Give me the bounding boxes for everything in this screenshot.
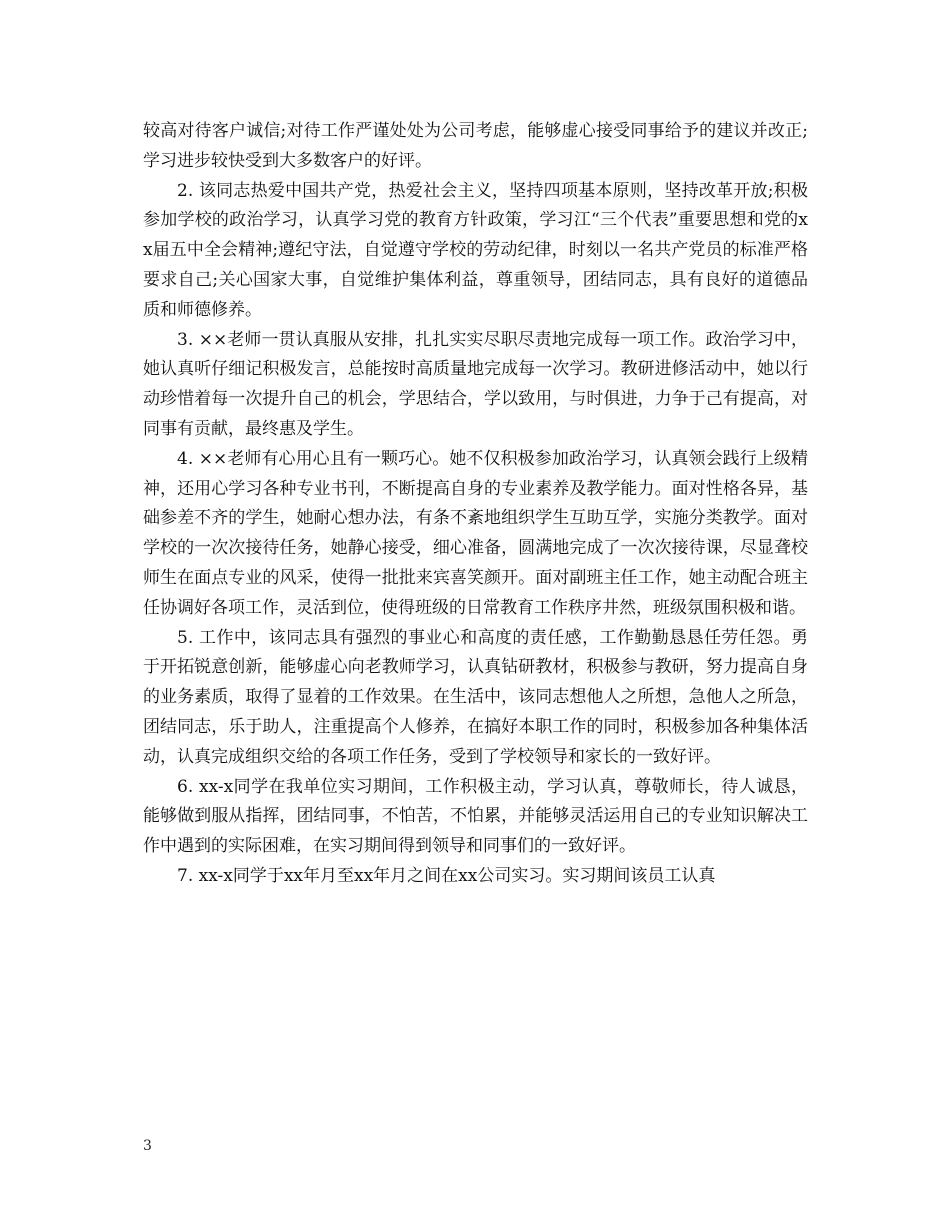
paragraph-item-2: 2. 该同志热爱中国共产党，热爱社会主义，坚持四项基本原则，坚持改革开放;积极参加学校的政治学习，认真学习党的教育方针政策，学习江“三个代表”重要思想和党的xx届五中全会精神;遵纪守法，自觉遵守学校的劳动纪律，时刻以一名共产党员的标准严格要求自己;关心国家大事，自觉维护集体利益，尊重领导，团结同志，具有良好的道德品质和师德修养。 [143,180,808,320]
page-number: 3 [143,1138,152,1154]
paragraph-item-4: 4. ××老师有心用心且有一颗巧心。她不仅积极参加政治学习，认真领会践行上级精神，还用心学习各种专业书刊，不断提高自身的专业素养及教学能力。面对性格各异，基础参差不齐的学生，她耐心想办法，有条不紊地组织学生互助互学，实施分类教学。面对学校的一次次接待任务，她静心接受，细心准备，圆满地完成了一次次接待课，尽显聋校师生在面点专业的风采，使得一批批来宾喜笑颜开。面对副班主任工作，她主动配合班主任协调好各项工作，灵活到位，使得班级的日常教育工作秩序井然，班级氛围积极和谐。 [143,448,808,618]
paragraph-item-5: 5. 工作中，该同志具有强烈的事业心和高度的责任感，工作勤勤恳恳任劳任怨。勇于开拓锐意创新，能够虚心向老教师学习，认真钻研教材，积极参与教研，努力提高自身的业务素质，取得了显着的工作效果。在生活中，该同志想他人之所想，急他人之所急，团结同志，乐于助人，注重提高个人修养，在搞好本职工作的同时，积极参加各种集体活动，认真完成组织交给的各项工作任务，受到了学校领导和家长的一致好评。 [143,627,808,767]
paragraph-continuation: 较高对待客户诚信;对待工作严谨处处为公司考虑，能够虚心接受同事给予的建议并改正;学习进步较快受到大多数客户的好评。 [143,121,808,171]
paragraph-item-3: 3. ××老师一贯认真服从安排，扎扎实实尽职尽责地完成每一项工作。政治学习中，她认真听仔细记积极发言，总能按时高质量地完成每一次学习。教研进修活动中，她以行动珍惜着每一次提升自己的机会，学思结合，学以致用，与时俱进，力争于己有提高，对同事有贡献，最终惠及学生。 [143,329,808,439]
paragraph-item-7: 7. xx-x同学于xx年月至xx年月之间在xx公司实习。实习期间该员工认真 [177,865,716,886]
paragraph-item-6: 6. xx-x同学在我单位实习期间，工作积极主动，学习认真，尊敬师长，待人诚恳，能够做到服从指挥，团结同事，不怕苦，不怕累，并能够灵活运用自己的专业知识解决工作中遇到的实际困难，在实习期间得到领导和同事们的一致好评。 [143,776,808,857]
document-body [143,117,808,892]
